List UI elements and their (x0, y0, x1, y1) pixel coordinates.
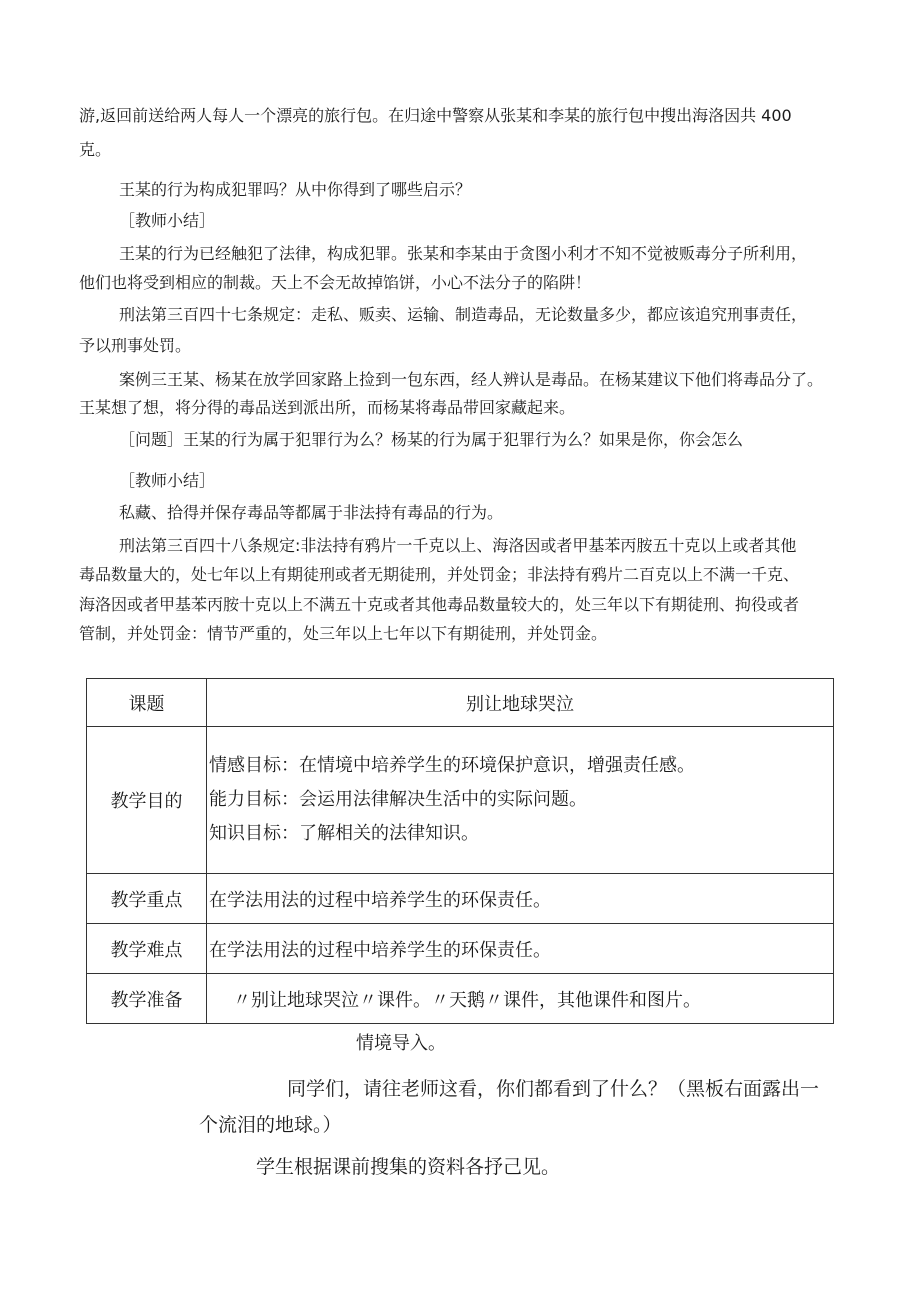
objective-emotional: 情感目标：在情境中培养学生的环境保护意识，增强责任感。 (209, 755, 695, 776)
key-point-value: 在学法用法的过程中培养学生的环保责任。 (207, 874, 834, 924)
paragraph-line: 海洛因或者甲基苯丙胺十克以上不满五十克或者其他毒品数量较大的，处三年以下有期徒刑、拘役或者 (79, 595, 800, 614)
teacher-summary-label: ［教师小结］ (119, 471, 216, 490)
intro-heading: 情境导入。 (356, 1033, 446, 1054)
paragraph-line: 予以刑事处罚。 (79, 336, 192, 355)
objective-ability: 能力目标：会运用法律解决生活中的实际问题。 (209, 789, 587, 810)
objective-knowledge: 知识目标：了解相关的法律知识。 (209, 823, 479, 844)
paragraph-line: 他们也将受到相应的制裁。天上不会无故掉馅饼，小心不法分子的陷阱！ (79, 273, 592, 292)
topic-label: 课题 (87, 679, 207, 727)
paragraph-line: 游,返回前送给两人每人一个漂亮的旅行包。在归途中警察从张某和李某的旅行包中搜出海洛因共 400 (79, 106, 792, 125)
paragraph-line: 管制，并处罚金：情节严重的，处三年以上七年以下有期徒刑，并处罚金。 (79, 624, 608, 643)
key-point-label: 教学重点 (87, 874, 207, 924)
lesson-plan-table (86, 678, 834, 1024)
table-row (87, 874, 834, 924)
paragraph-line: 王某的行为已经触犯了法律，构成犯罪。张某和李某由于贪图小利才不知不觉被贩毒分子所利用， (119, 244, 808, 263)
paragraph-line: 同学们，请往老师这看，你们都看到了什么？（黑板右面露出一 (287, 1078, 820, 1100)
question-case2: 王某的行为构成犯罪吗？从中你得到了哪些启示？ (119, 180, 472, 199)
student-response: 学生根据课前搜集的资料各抒己见。 (256, 1156, 561, 1178)
paragraph-line: 案例三王某、杨某在放学回家路上捡到一包东西，经人辨认是毒品。在杨某建议下他们将毒品分了。 (119, 370, 824, 389)
paragraph-line: 刑法第三百四十八条规定:非法持有鸦片一千克以上、海洛因或者甲基苯丙胺五十克以上或者其他 (119, 536, 797, 555)
paragraph-line: 毒品数量大的，处七年以上有期徒刑或者无期徒刑，并处罚金；非法持有鸦片二百克以上不满一千克、 (79, 565, 800, 584)
paragraph-line: 个流泪的地球。） (199, 1114, 342, 1136)
difficulty-label: 教学难点 (87, 924, 207, 974)
teacher-summary-case3: 私藏、拾得并保存毒品等都属于非法持有毒品的行为。 (119, 503, 504, 522)
difficulty-value: 在学法用法的过程中培养学生的环保责任。 (207, 924, 834, 974)
paragraph-line: 刑法第三百四十七条规定：走私、贩卖、运输、制造毒品，无论数量多少，都应该追究刑事责任， (119, 305, 808, 324)
table-row (87, 727, 834, 874)
question-case3: ［问题］王某的行为属于犯罪行为么？杨某的行为属于犯罪行为么？如果是你，你会怎么 (119, 430, 744, 449)
teacher-summary-label: ［教师小结］ (119, 211, 216, 230)
table-row (87, 924, 834, 974)
topic-value: 别让地球哭泣 (207, 679, 834, 727)
objectives-label: 教学目的 (87, 727, 207, 874)
table-row (87, 679, 834, 727)
table-row (87, 974, 834, 1024)
objectives-list (207, 727, 834, 874)
preparation-label: 教学准备 (87, 974, 207, 1024)
paragraph-line: 王某想了想，将分得的毒品送到派出所，而杨某将毒品带回家藏起来。 (79, 398, 576, 417)
preparation-value: 〃别让地球哭泣〃课件。〃天鹅〃课件，其他课件和图片。 (207, 974, 834, 1024)
paragraph-line: 克。 (79, 140, 112, 159)
